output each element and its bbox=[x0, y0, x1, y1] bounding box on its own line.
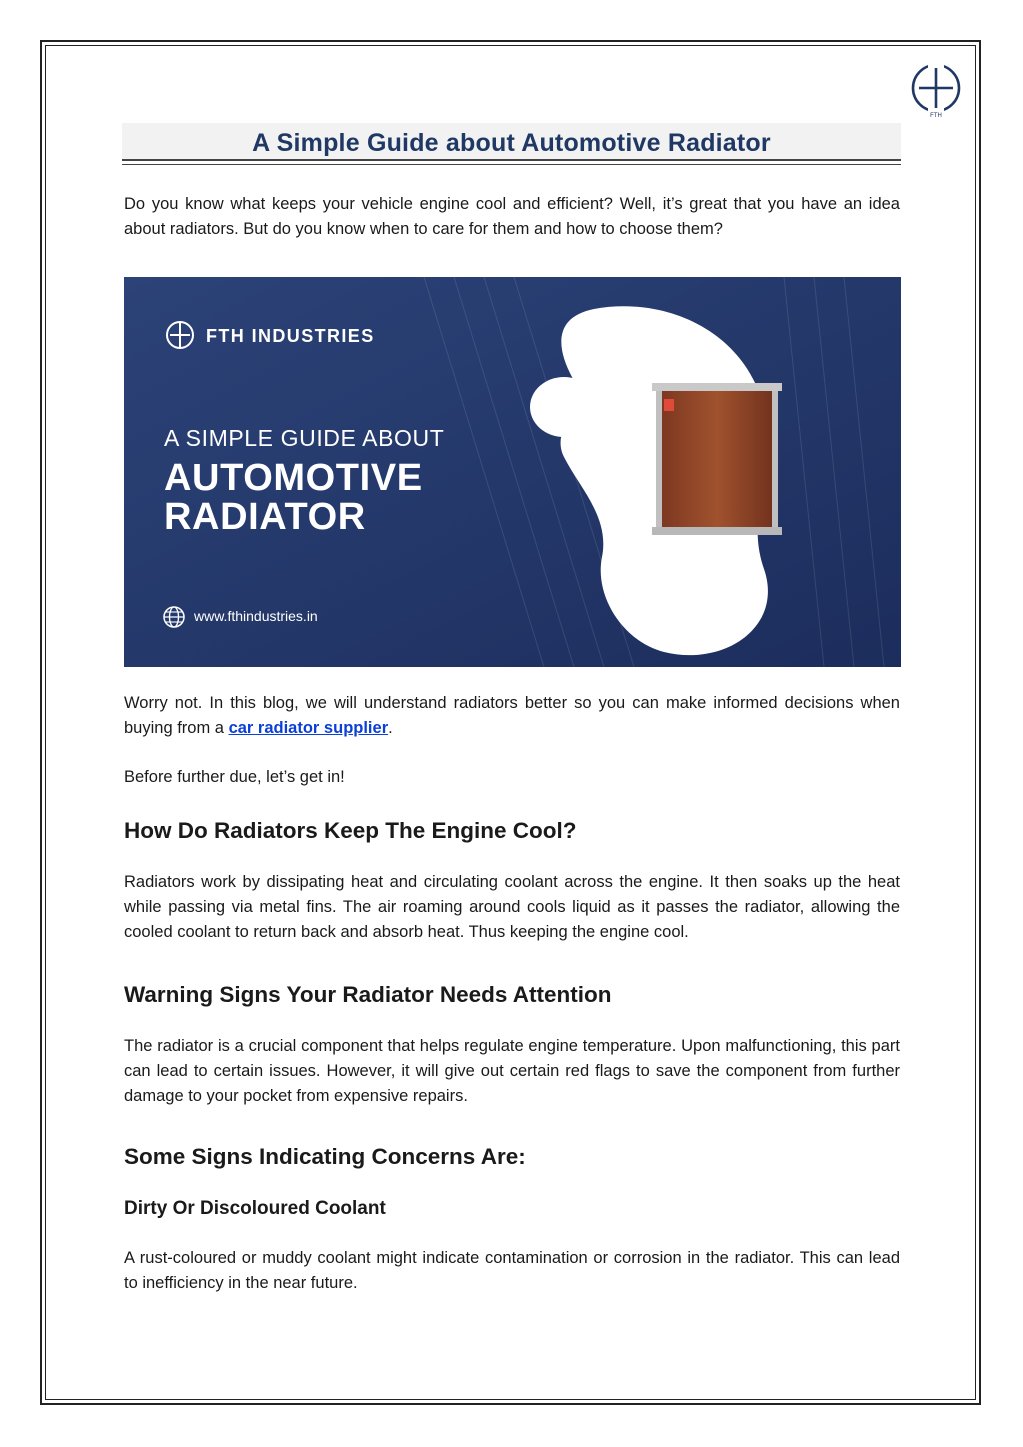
subsection-heading-coolant: Dirty Or Discoloured Coolant bbox=[124, 1198, 386, 1219]
banner-fth-logo-icon bbox=[164, 319, 196, 351]
globe-icon bbox=[162, 605, 186, 629]
article-content bbox=[124, 192, 900, 1296]
blog-banner-image bbox=[124, 277, 901, 667]
section-heading-cooling: How Do Radiators Keep The Engine Cool? bbox=[124, 818, 577, 843]
section-body-warning-signs: The radiator is a crucial component that helps regulate engine temperature. Upon malfunctioning, this part can lead to certain issues. However, it will give out certain red flags to save the component from further damage to your pocket from expensive repairs. bbox=[124, 1037, 900, 1105]
worry-text-after: . bbox=[388, 719, 393, 737]
worry-paragraph bbox=[124, 691, 900, 741]
banner-headline-line2: AUTOMOTIVE bbox=[164, 457, 423, 499]
subsection-body-coolant: A rust-coloured or muddy coolant might indicate contamination or corrosion in the radiator. This can lead to inefficiency in the near future. bbox=[124, 1249, 900, 1292]
car-radiator-supplier-link[interactable]: car radiator supplier bbox=[228, 719, 389, 737]
title-band bbox=[122, 123, 901, 161]
worry-text-before: Worry not. In this blog, we will understand radiators better so you can make informed decisions when buying from a bbox=[124, 694, 900, 737]
fth-logo-icon bbox=[908, 62, 964, 118]
before-paragraph: Before further due, let’s get in! bbox=[124, 768, 345, 786]
radiator-illustration bbox=[652, 383, 782, 535]
section-heading-warning-signs: Warning Signs Your Radiator Needs Attention bbox=[124, 982, 612, 1007]
page-title: A Simple Guide about Automotive Radiator bbox=[252, 129, 771, 157]
section-body-cooling: Radiators work by dissipating heat and circulating coolant across the engine. It then soaks up the heat while passing via metal fins. The air roaming around cools liquid as it passes the radiator, allowing the cooled coolant to return back and absorb heat. Thus keeping the engine cool. bbox=[124, 873, 900, 941]
banner-brand-name: FTH INDUSTRIES bbox=[206, 326, 375, 346]
banner-headline-line3: RADIATOR bbox=[164, 496, 366, 538]
intro-paragraph: Do you know what keeps your vehicle engine cool and efficient? Well, it’s great that you have an idea about radiators. But do you know when to care for them and how to choose them? bbox=[124, 195, 900, 238]
banner-headline-line1: A SIMPLE GUIDE ABOUT bbox=[164, 425, 445, 451]
section-heading-signs-concerns: Some Signs Indicating Concerns Are: bbox=[124, 1144, 526, 1169]
svg-text:FTH: FTH bbox=[930, 113, 942, 118]
banner-website-url: www.fthindustries.in bbox=[194, 608, 318, 624]
